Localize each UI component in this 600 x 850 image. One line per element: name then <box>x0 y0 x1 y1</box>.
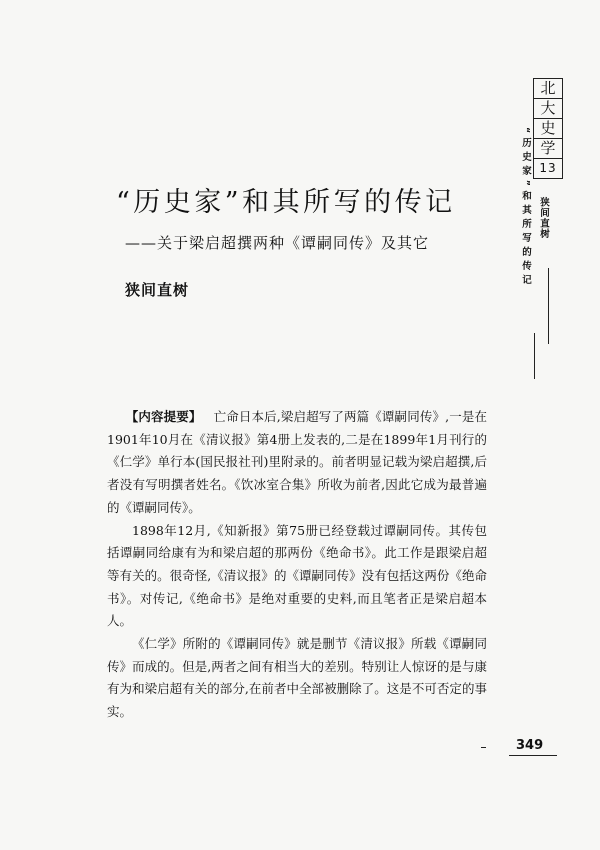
side-tab-char: 学 <box>534 139 562 159</box>
footer-dash <box>481 747 486 748</box>
abstract-paragraph: 《仁学》所附的《谭嗣同传》就是删节《清议报》所载《谭嗣同传》而成的。但是,两者之间有相当大的差别。特别让人惊讶的是与康有为和梁启超有关的部分,在前者中全部被删除了。这是不可否定的事实。 <box>107 636 487 720</box>
abstract-paragraph-text: 亡命日本后,梁启超写了两篇《谭嗣同传》,一是在1901年10月在《清议报》第4册上发表的,二是在1899年1月刊行的《仁学》单行本(国民报社刊)里附录的。前者明显记载为梁启超撰,后者没有写明撰者姓名。《饮冰室合集》所收为前者,因此它成为最普遍的《谭嗣同传》。 <box>107 409 487 515</box>
abstract-paragraph: 1898年12月,《知新报》第75册已经登载过谭嗣同传。其传包括谭嗣同给康有为和梁启超的那两份《绝命书》。此工作是跟梁启超等有关的。很奇怪,《清议报》的《谭嗣同传》没有包括这两份《绝命书》。对传记,《绝命书》是绝对重要的史料,而且笔者正是梁启超本人。 <box>107 522 487 629</box>
article-author: 狭间直树 <box>125 281 190 299</box>
article-title: “历史家”和其所写的传记 <box>116 187 456 218</box>
side-tab-issue: 13 <box>534 159 562 179</box>
side-running-author: 狭间直树 <box>538 197 549 239</box>
side-tab-char: 史 <box>534 119 562 139</box>
side-tab-char: 北 <box>534 79 562 99</box>
journal-side-tab <box>533 78 563 179</box>
side-tab-char: 大 <box>534 99 562 119</box>
page-number: 349 <box>516 738 544 753</box>
abstract-section <box>107 406 487 724</box>
side-divider <box>548 268 549 344</box>
page-number-rule <box>509 755 557 756</box>
side-running-title: “历史家”和其所写的传记 <box>518 127 532 347</box>
abstract-label: 【内容提要】 <box>125 409 202 424</box>
article-subtitle: ——关于梁启超撰两种《谭嗣同传》及其它 <box>125 234 430 252</box>
abstract-paragraph <box>107 406 487 520</box>
